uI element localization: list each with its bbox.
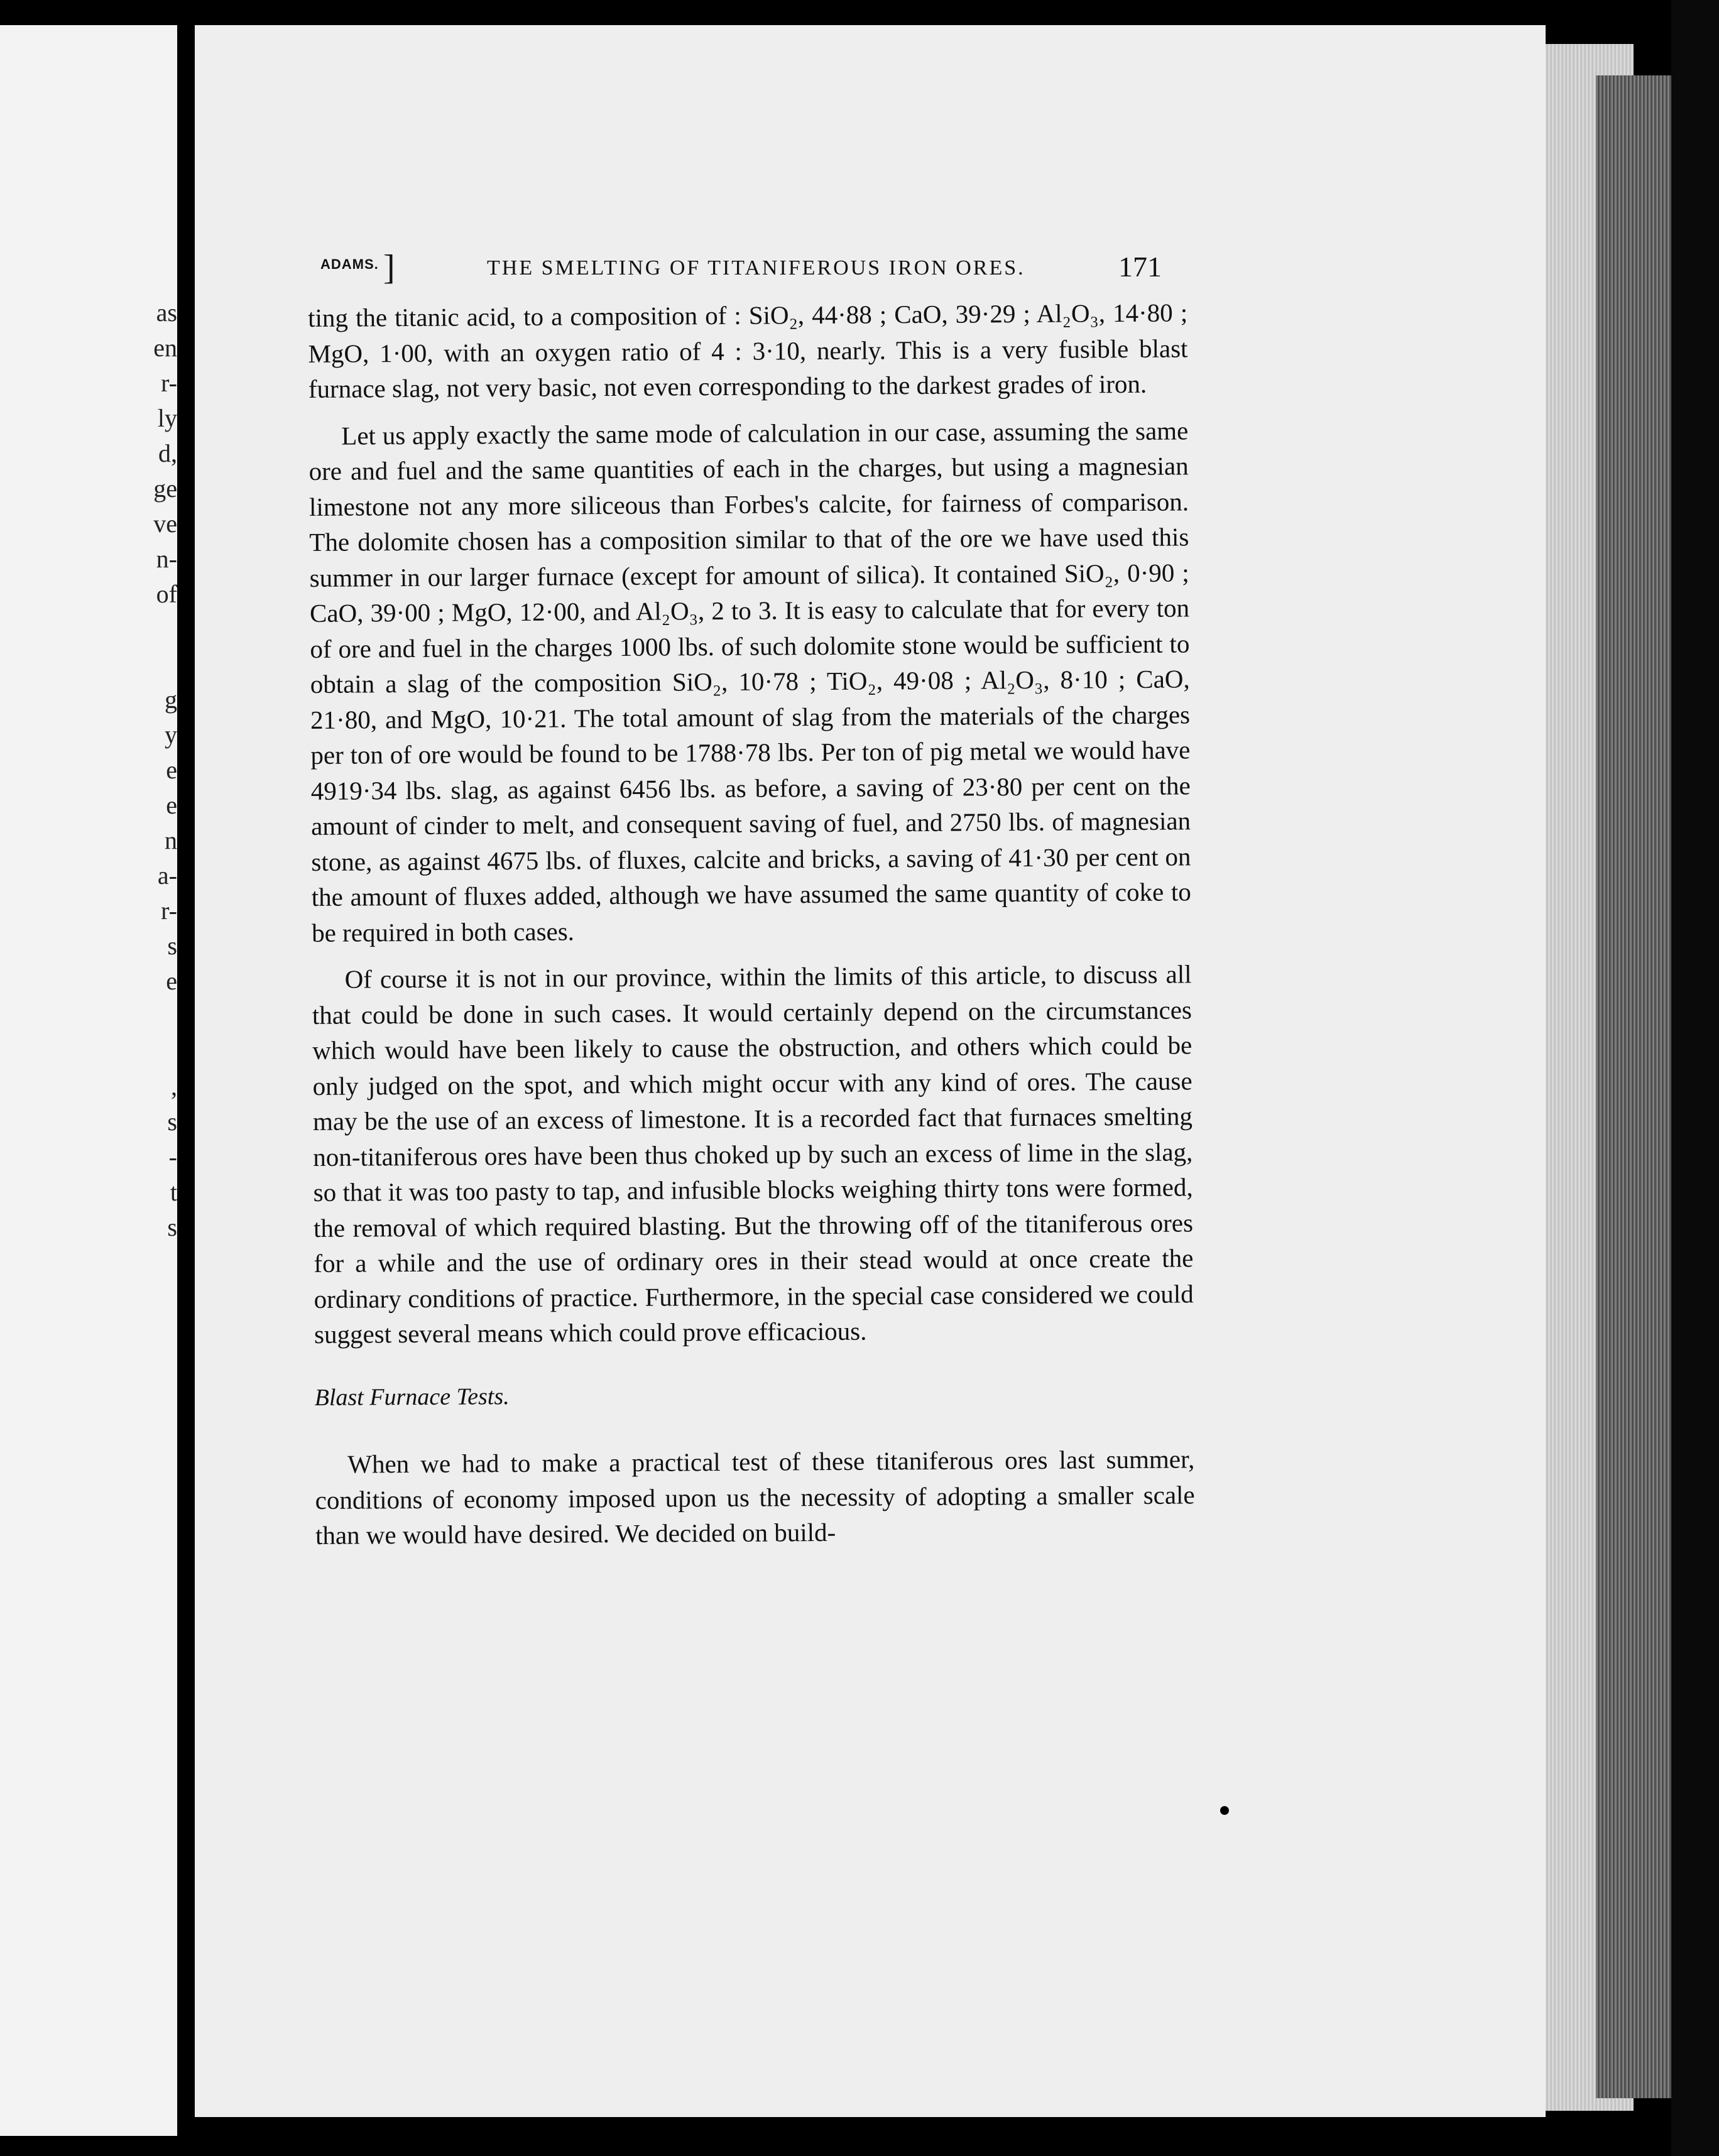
paragraph-4: When we had to make a practical test of these titaniferous ores last summer, conditions of economy imposed upon us the necessity of adopting a smaller scale than we would have desired. We decided on build-	[315, 1444, 1195, 1550]
book-gutter	[177, 0, 195, 2156]
paragraph-1: ting the titanic acid, to a composition of : SiO₂, 44·88 ; CaO, 39·29 ; Al₂O₃, 14·80 ; MgO, 1·00, with an oxygen ratio of 4 : 3·10, nearly. This is a very fusible blast furnace slag, not very basic, not even corresponding to the darkest grades of iron.	[308, 298, 1188, 403]
page-stack-edges-dark	[1596, 75, 1671, 2098]
scan-speck	[1220, 1806, 1229, 1815]
header-author: ADAMS.	[320, 256, 379, 272]
running-header	[320, 248, 1200, 289]
facing-page-text-fragments: as en r- ly d, ge ve n- of g y e e n a- r- s e , s - t s	[153, 298, 177, 1241]
scan-background	[1671, 0, 1719, 2156]
facing-page-edge	[0, 25, 177, 2136]
page-number: 171	[1118, 251, 1162, 283]
section-heading: Blast Furnace Tests.	[314, 1383, 510, 1411]
paragraph-2: Let us apply exactly the same mode of calculation in our case, assuming the same ore and fuel and the same quantities of each in the charges, but using a magnesian limestone not any more siliceous than Forbes's calcite, for fairness of comparison. The dolomite chosen has a composition similar to that of the ore we have used this summer in our larger furnace (except for amount of silica). It contained SiO₂, 0·90 ; CaO, 39·00 ; MgO, 12·00, and Al₂O₃, 2 to 3. It is easy to calculate that for every ton of ore and fuel in the charges 1000 lbs. of such dolomite stone would be sufficient to obtain a slag of the composition SiO₂, 10·78 ; TiO₂, 49·08 ; Al₂O₃, 8·10 ; CaO, 21·80, and MgO, 10·21. The total amount of slag from the materials of the charges per ton of ore would be found to be 1788·78 lbs. Per ton of pig metal we would have 4919·34 lbs. slag, as against 6456 lbs. as before, a saving of 23·80 per cent on the amount of cinder to melt, and consequent saving of fuel, and 2750 lbs. of magnesian stone, as against 4675 lbs. of fluxes, calcite and bricks, a saving of 41·30 per cent on the amount of fluxes added, although we have assumed the same quantity of coke to be required in both cases.	[308, 415, 1191, 947]
page-body	[308, 295, 1195, 1564]
paragraph-3: Of course it is not in our province, within the limits of this article, to discuss all that could be done in such cases. It would certainly depend on the circumstances which would have been likely to cause the obstruction, and others which could be only judged on the spot, and which might occur with any kind of ores. The cause may be the use of an excess of limestone. It is a recorded fact that furnaces smelting non-titaniferous ores have been thus choked up by such an excess of lime in the slag, so that it was too pasty to tap, and infusible blocks weighing thirty tons were formed, the removal of which required blasting. But the throwing off of the titaniferous ores for a while and the use of ordinary ores in their stead would at once create the ordinary conditions of practice. Furthermore, in the special case considered we could suggest several means which could prove efficacious.	[312, 959, 1194, 1349]
header-title: THE SMELTING OF TITANIFEROUS IRON ORES.	[487, 256, 1025, 280]
header-bracket: ]	[383, 248, 395, 287]
